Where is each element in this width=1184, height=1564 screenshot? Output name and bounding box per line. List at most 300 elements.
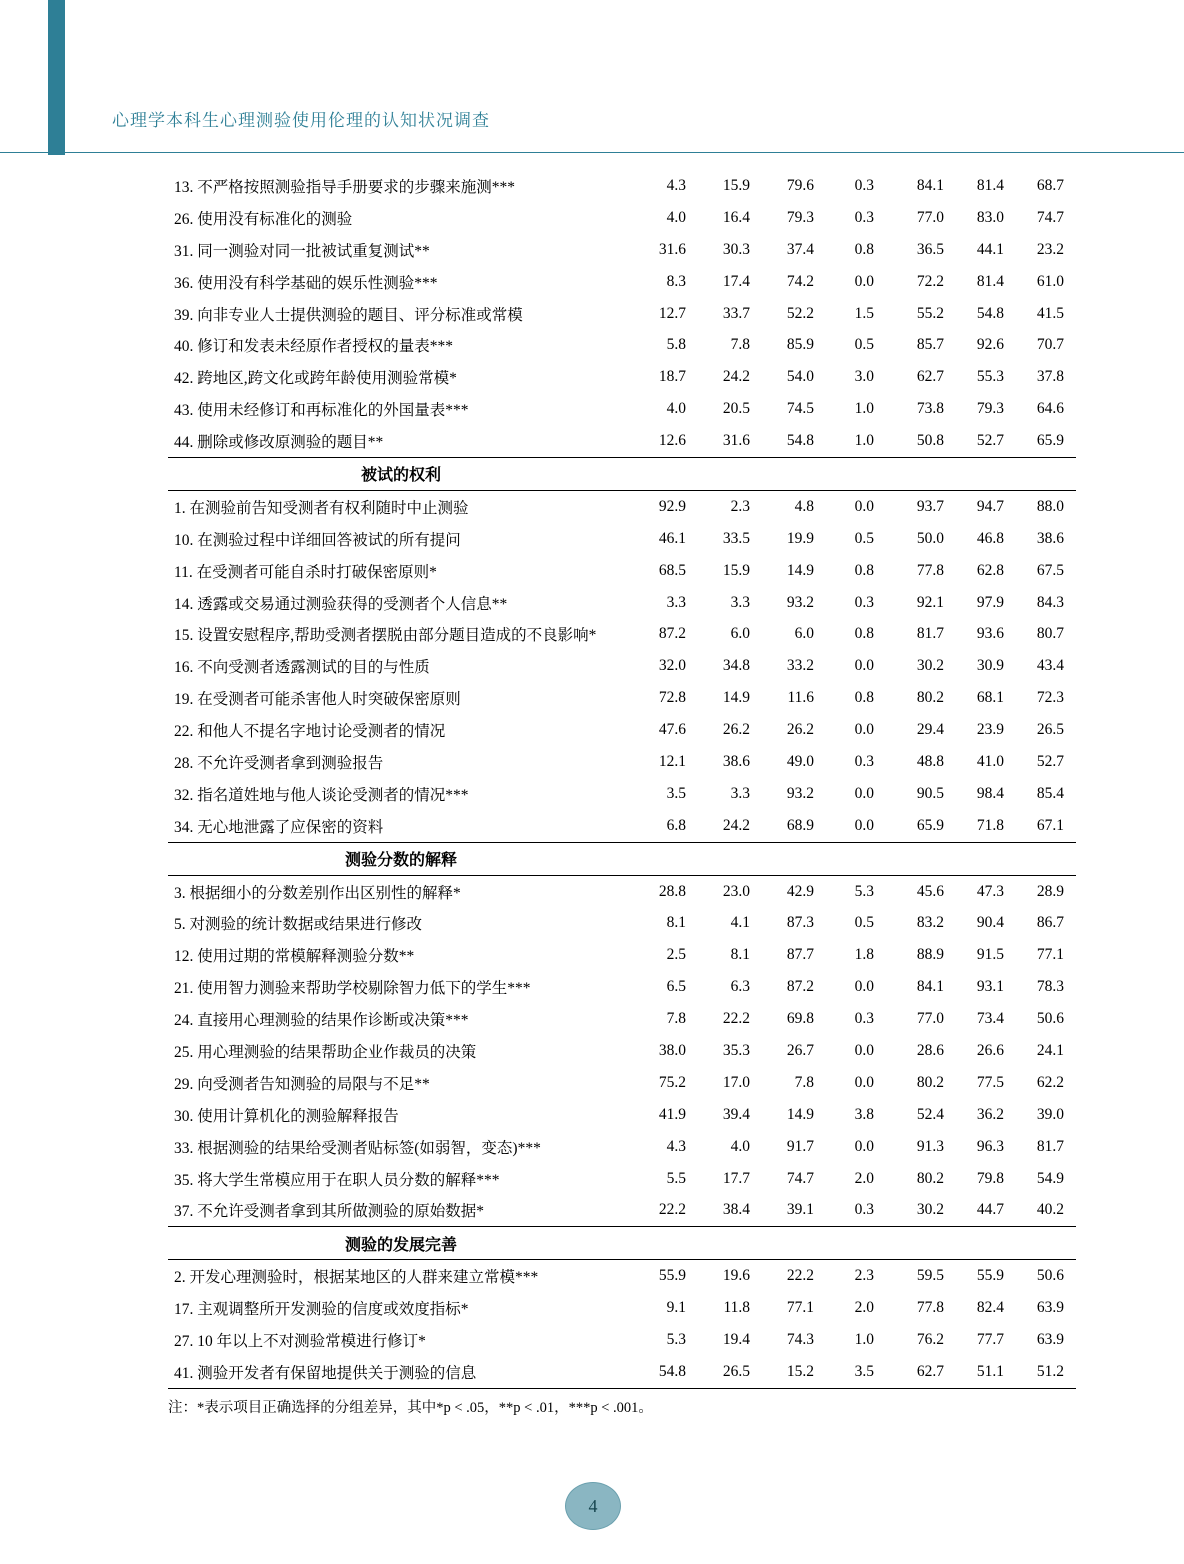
table-row	[168, 618, 1076, 650]
item-label: 13. 不严格按照测验指导手册要求的步骤来施测***	[174, 178, 516, 196]
value-cell: 2.0	[854, 1169, 874, 1187]
table-row	[168, 1260, 1076, 1292]
value-cell: 91.5	[976, 946, 1004, 964]
value-cell: 4.0	[666, 208, 686, 226]
item-label: 22. 和他人不提名字地讨论受测者的情况	[174, 723, 446, 741]
value-cell: 0.0	[854, 721, 874, 739]
value-cell: 81.4	[976, 272, 1004, 290]
value-cell: 87.2	[786, 978, 814, 996]
item-label: 25. 用心理测验的结果帮助企业作裁员的决策	[174, 1043, 477, 1061]
value-cell: 80.2	[916, 1073, 944, 1091]
value-cell: 0.8	[854, 625, 874, 643]
value-cell: 47.3	[976, 882, 1004, 900]
item-label: 35. 将大学生常模应用于在职人员分数的解释***	[174, 1171, 500, 1189]
value-cell: 94.7	[976, 497, 1004, 515]
value-cell: 0.0	[854, 657, 874, 675]
value-cell: 74.7	[1036, 208, 1064, 226]
value-cell: 8.3	[666, 272, 686, 290]
value-cell: 19.9	[786, 529, 814, 547]
value-cell: 45.6	[916, 882, 944, 900]
value-cell: 5.3	[666, 1331, 686, 1348]
value-cell: 61.0	[1036, 272, 1064, 290]
value-cell: 72.3	[1036, 689, 1064, 707]
value-cell: 17.4	[722, 272, 750, 290]
value-cell: 46.8	[976, 529, 1004, 547]
table-row	[168, 555, 1076, 587]
value-cell: 28.6	[916, 1041, 944, 1059]
item-label: 26. 使用没有标准化的测验	[174, 210, 353, 228]
value-cell: 54.8	[658, 1362, 686, 1380]
item-label: 14. 透露或交易通过测验获得的受测者个人信息**	[174, 595, 508, 613]
value-cell: 41.0	[976, 752, 1004, 770]
value-cell: 26.6	[976, 1041, 1004, 1059]
value-cell: 84.3	[1036, 593, 1064, 611]
value-cell: 28.9	[1036, 882, 1064, 900]
item-label: 32. 指名道姓地与他人谈论受测者的情况***	[174, 786, 469, 804]
value-cell: 23.9	[976, 721, 1004, 739]
value-cell: 86.7	[1036, 914, 1064, 932]
value-cell: 0.8	[854, 689, 874, 707]
value-cell: 93.2	[786, 784, 814, 802]
value-cell: 12.1	[658, 752, 686, 770]
item-label: 34. 无心地泄露了应保密的资料	[174, 818, 384, 836]
value-cell: 93.1	[976, 978, 1004, 996]
page-number-badge	[565, 1482, 621, 1530]
value-cell: 20.5	[722, 400, 750, 418]
table-row	[168, 425, 1076, 457]
value-cell: 77.1	[1036, 946, 1064, 964]
value-cell: 33.5	[722, 529, 750, 547]
value-cell: 2.5	[666, 946, 686, 964]
table-row	[168, 939, 1076, 971]
value-cell: 74.3	[786, 1331, 814, 1348]
item-label: 10. 在测验过程中详细回答被试的所有提问	[174, 531, 461, 549]
value-cell: 37.8	[1036, 368, 1064, 386]
value-cell: 68.7	[1036, 176, 1064, 194]
value-cell: 55.2	[916, 304, 944, 322]
value-cell: 83.0	[976, 208, 1004, 226]
value-cell: 52.7	[976, 432, 1004, 450]
value-cell: 0.0	[854, 784, 874, 802]
value-cell: 79.6	[786, 176, 814, 194]
value-cell: 49.0	[786, 752, 814, 770]
value-cell: 39.0	[1036, 1105, 1064, 1123]
value-cell: 17.0	[722, 1073, 750, 1091]
value-cell: 3.5	[666, 784, 686, 802]
item-label: 42. 跨地区,跨文化或跨年龄使用测验常模*	[174, 370, 457, 388]
value-cell: 41.9	[658, 1105, 686, 1123]
value-cell: 34.8	[722, 657, 750, 675]
value-cell: 80.2	[916, 689, 944, 707]
value-cell: 0.3	[854, 752, 874, 770]
table-footnote: 注：*表示项目正确选择的分组差异，其中*p < .05，**p < .01，***p < .001。	[168, 1400, 653, 1416]
value-cell: 73.4	[976, 1010, 1004, 1028]
value-cell: 33.7	[722, 304, 750, 322]
value-cell: 90.5	[916, 784, 944, 802]
value-cell: 63.9	[1036, 1331, 1064, 1348]
value-cell: 0.0	[854, 816, 874, 834]
table-row	[168, 587, 1076, 619]
value-cell: 70.7	[1036, 336, 1064, 354]
table-row	[168, 714, 1076, 746]
table-row	[168, 1324, 1076, 1356]
item-label: 30. 使用计算机化的测验解释报告	[174, 1107, 399, 1125]
value-cell: 91.7	[786, 1137, 814, 1155]
value-cell: 74.2	[786, 272, 814, 290]
value-cell: 33.2	[786, 657, 814, 675]
value-cell: 39.1	[786, 1201, 814, 1219]
value-cell: 48.8	[916, 752, 944, 770]
item-label: 24. 直接用心理测验的结果作诊断或决策***	[174, 1012, 469, 1030]
value-cell: 0.3	[854, 208, 874, 226]
item-label: 27. 10 年以上不对测验常模进行修订*	[174, 1333, 426, 1350]
value-cell: 62.8	[976, 561, 1004, 579]
value-cell: 30.3	[722, 240, 750, 258]
value-cell: 81.7	[1036, 1137, 1064, 1155]
item-label: 39. 向非专业人士提供测验的题目、评分标准或常模	[174, 306, 523, 324]
item-label: 21. 使用智力测验来帮助学校剔除智力低下的学生***	[174, 980, 531, 998]
value-cell: 30.2	[916, 657, 944, 675]
value-cell: 72.2	[916, 272, 944, 290]
value-cell: 15.2	[786, 1362, 814, 1380]
value-cell: 87.7	[786, 946, 814, 964]
value-cell: 85.9	[786, 336, 814, 354]
value-cell: 16.4	[722, 208, 750, 226]
item-label: 44. 删除或修改原测验的题目**	[174, 434, 384, 452]
value-cell: 65.9	[1036, 432, 1064, 450]
value-cell: 1.5	[854, 304, 874, 322]
accent-side-bar	[48, 0, 65, 155]
value-cell: 0.5	[854, 336, 874, 354]
value-cell: 7.8	[666, 1010, 686, 1028]
value-cell: 29.4	[916, 721, 944, 739]
value-cell: 74.5	[786, 400, 814, 418]
value-cell: 79.3	[786, 208, 814, 226]
table-row	[168, 907, 1076, 939]
section-title: 测验分数的解释	[344, 852, 457, 870]
item-label: 12. 使用过期的常模解释测验分数**	[174, 948, 415, 966]
section-title: 测验的发展完善	[344, 1236, 457, 1254]
value-cell: 77.7	[976, 1331, 1004, 1348]
value-cell: 77.0	[916, 1010, 944, 1028]
table-row	[168, 491, 1076, 523]
value-cell: 0.3	[854, 176, 874, 194]
value-cell: 92.1	[916, 593, 944, 611]
value-cell: 6.5	[666, 978, 686, 996]
section-header-row	[168, 1226, 1076, 1260]
value-cell: 24.2	[722, 368, 750, 386]
value-cell: 47.6	[658, 721, 686, 739]
value-cell: 39.4	[722, 1105, 750, 1123]
value-cell: 36.5	[916, 240, 944, 258]
value-cell: 93.2	[786, 593, 814, 611]
value-cell: 4.0	[666, 400, 686, 418]
value-cell: 4.0	[730, 1137, 750, 1155]
value-cell: 15.9	[722, 561, 750, 579]
value-cell: 97.9	[976, 593, 1004, 611]
value-cell: 90.4	[976, 914, 1004, 932]
value-cell: 93.7	[916, 497, 944, 515]
value-cell: 42.9	[786, 882, 814, 900]
value-cell: 68.1	[976, 689, 1004, 707]
value-cell: 85.4	[1036, 784, 1064, 802]
value-cell: 67.5	[1036, 561, 1064, 579]
value-cell: 4.8	[794, 497, 814, 515]
value-cell: 31.6	[658, 240, 686, 258]
value-cell: 19.4	[722, 1331, 750, 1348]
value-cell: 3.0	[854, 368, 874, 386]
value-cell: 0.3	[854, 1010, 874, 1028]
value-cell: 1.0	[854, 1331, 874, 1348]
item-label: 40. 修订和发表未经原作者授权的量表***	[174, 338, 454, 356]
table-row	[168, 1131, 1076, 1163]
value-cell: 73.8	[916, 400, 944, 418]
value-cell: 31.6	[722, 432, 750, 450]
value-cell: 38.6	[1036, 529, 1064, 547]
value-cell: 44.7	[976, 1201, 1004, 1219]
value-cell: 80.2	[916, 1169, 944, 1187]
value-cell: 22.2	[658, 1201, 686, 1219]
value-cell: 52.2	[786, 304, 814, 322]
value-cell: 93.6	[976, 625, 1004, 643]
value-cell: 4.3	[666, 176, 686, 194]
value-cell: 55.9	[976, 1267, 1004, 1285]
value-cell: 24.2	[722, 816, 750, 834]
table-row	[168, 1099, 1076, 1131]
value-cell: 35.3	[722, 1041, 750, 1059]
value-cell: 0.3	[854, 1201, 874, 1219]
value-cell: 9.1	[666, 1299, 686, 1317]
value-cell: 38.4	[722, 1201, 750, 1219]
value-cell: 40.2	[1036, 1201, 1064, 1219]
table-row	[168, 202, 1076, 234]
table-row	[168, 682, 1076, 714]
value-cell: 0.0	[854, 1073, 874, 1091]
value-cell: 3.3	[730, 784, 750, 802]
value-cell: 22.2	[786, 1267, 814, 1285]
value-cell: 0.8	[854, 240, 874, 258]
value-cell: 7.8	[730, 336, 750, 354]
value-cell: 41.5	[1036, 304, 1064, 322]
value-cell: 74.7	[786, 1169, 814, 1187]
value-cell: 26.5	[1036, 721, 1064, 739]
value-cell: 55.3	[976, 368, 1004, 386]
value-cell: 37.4	[786, 240, 814, 258]
value-cell: 2.0	[854, 1299, 874, 1317]
value-cell: 65.9	[916, 816, 944, 834]
value-cell: 77.0	[916, 208, 944, 226]
value-cell: 26.5	[722, 1362, 750, 1380]
value-cell: 14.9	[722, 689, 750, 707]
table-row	[168, 810, 1076, 842]
value-cell: 3.3	[730, 593, 750, 611]
value-cell: 77.1	[786, 1299, 814, 1317]
value-cell: 75.2	[658, 1073, 686, 1091]
value-cell: 55.9	[658, 1267, 686, 1285]
value-cell: 96.3	[976, 1137, 1004, 1155]
value-cell: 69.8	[786, 1010, 814, 1028]
value-cell: 62.2	[1036, 1073, 1064, 1091]
item-label: 28. 不允许受测者拿到测验报告	[174, 754, 384, 772]
value-cell: 4.1	[730, 914, 750, 932]
value-cell: 88.0	[1036, 497, 1064, 515]
value-cell: 79.3	[976, 400, 1004, 418]
section-header-row	[168, 842, 1076, 876]
value-cell: 62.7	[916, 1362, 944, 1380]
value-cell: 0.5	[854, 914, 874, 932]
value-cell: 3.5	[854, 1362, 874, 1380]
table-row	[168, 876, 1076, 908]
value-cell: 0.0	[854, 1041, 874, 1059]
page-number: 4	[588, 1495, 598, 1516]
value-cell: 92.6	[976, 336, 1004, 354]
table-row	[168, 1356, 1076, 1388]
value-cell: 23.2	[1036, 240, 1064, 258]
value-cell: 28.8	[658, 882, 686, 900]
value-cell: 6.0	[794, 625, 814, 643]
value-cell: 54.0	[786, 368, 814, 386]
value-cell: 3.3	[666, 593, 686, 611]
value-cell: 77.8	[916, 561, 944, 579]
value-cell: 26.2	[786, 721, 814, 739]
value-cell: 30.9	[976, 657, 1004, 675]
value-cell: 12.6	[658, 432, 686, 450]
value-cell: 43.4	[1036, 657, 1064, 675]
value-cell: 36.2	[976, 1105, 1004, 1123]
value-cell: 51.2	[1036, 1362, 1064, 1380]
value-cell: 68.9	[786, 816, 814, 834]
item-label: 11. 在受测者可能自杀时打破保密原则*	[174, 563, 437, 581]
value-cell: 54.8	[786, 432, 814, 450]
value-cell: 77.5	[976, 1073, 1004, 1091]
value-cell: 5.5	[666, 1169, 686, 1187]
table-row	[168, 1292, 1076, 1324]
value-cell: 80.7	[1036, 625, 1064, 643]
value-cell: 0.5	[854, 529, 874, 547]
value-cell: 98.4	[976, 784, 1004, 802]
value-cell: 0.0	[854, 1137, 874, 1155]
value-cell: 18.7	[658, 368, 686, 386]
table-row	[168, 1195, 1076, 1227]
value-cell: 62.7	[916, 368, 944, 386]
value-cell: 84.1	[916, 978, 944, 996]
value-cell: 50.6	[1036, 1267, 1064, 1285]
value-cell: 0.0	[854, 497, 874, 515]
value-cell: 22.2	[722, 1010, 750, 1028]
value-cell: 32.0	[658, 657, 686, 675]
value-cell: 23.0	[722, 882, 750, 900]
value-cell: 83.2	[916, 914, 944, 932]
table-row	[168, 746, 1076, 778]
value-cell: 81.7	[916, 625, 944, 643]
value-cell: 88.9	[916, 946, 944, 964]
value-cell: 0.8	[854, 561, 874, 579]
value-cell: 92.9	[658, 497, 686, 515]
value-cell: 51.1	[976, 1362, 1004, 1380]
item-label: 17. 主观调整所开发测验的信度或效度指标*	[174, 1301, 469, 1319]
value-cell: 2.3	[854, 1267, 874, 1285]
value-cell: 46.1	[658, 529, 686, 547]
item-label: 2. 开发心理测验时，根据某地区的人群来建立常模***	[174, 1269, 539, 1287]
table-row	[168, 234, 1076, 266]
value-cell: 71.8	[976, 816, 1004, 834]
value-cell: 8.1	[730, 946, 750, 964]
value-cell: 72.8	[658, 689, 686, 707]
value-cell: 44.1	[976, 240, 1004, 258]
value-cell: 19.6	[722, 1267, 750, 1285]
value-cell: 67.1	[1036, 816, 1064, 834]
value-cell: 7.8	[794, 1073, 814, 1091]
value-cell: 59.5	[916, 1267, 944, 1285]
table-row	[168, 1003, 1076, 1035]
item-label: 31. 同一测验对同一批被试重复测试**	[174, 242, 430, 260]
table-row	[168, 170, 1076, 202]
value-cell: 87.2	[658, 625, 686, 643]
value-cell: 1.0	[854, 400, 874, 418]
table-row	[168, 650, 1076, 682]
item-label: 5. 对测验的统计数据或结果进行修改	[174, 916, 423, 934]
value-cell: 5.8	[666, 336, 686, 354]
value-cell: 52.7	[1036, 752, 1064, 770]
value-cell: 6.3	[730, 978, 750, 996]
value-cell: 78.3	[1036, 978, 1064, 996]
value-cell: 0.0	[854, 272, 874, 290]
value-cell: 77.8	[916, 1299, 944, 1317]
value-cell: 54.9	[1036, 1169, 1064, 1187]
value-cell: 11.8	[723, 1299, 750, 1317]
table-row	[168, 971, 1076, 1003]
section-header-row	[168, 457, 1076, 491]
header-divider	[0, 152, 1184, 153]
value-cell: 91.3	[916, 1137, 944, 1155]
item-label: 43. 使用未经修订和再标准化的外国量表***	[174, 402, 469, 420]
value-cell: 79.8	[976, 1169, 1004, 1187]
value-cell: 30.2	[916, 1201, 944, 1219]
table-row	[168, 329, 1076, 361]
item-label: 16. 不向受测者透露测试的目的与性质	[174, 659, 430, 677]
page-title: 心理学本科生心理测验使用伦理的认知状况调查	[112, 111, 490, 130]
item-label: 36. 使用没有科学基础的娱乐性测验***	[174, 274, 438, 292]
table-row	[168, 778, 1076, 810]
item-label: 3. 根据细小的分数差别作出区别性的解释*	[174, 884, 461, 902]
value-cell: 14.9	[786, 1105, 814, 1123]
value-cell: 50.6	[1036, 1010, 1064, 1028]
table-row	[168, 361, 1076, 393]
value-cell: 52.4	[916, 1105, 944, 1123]
value-cell: 50.0	[916, 529, 944, 547]
item-label: 1. 在测验前告知受测者有权利随时中止测验	[174, 499, 469, 517]
item-label: 33. 根据测验的结果给受测者贴标签(如弱智，变态)***	[174, 1139, 541, 1157]
value-cell: 14.9	[786, 561, 814, 579]
value-cell: 24.1	[1036, 1041, 1064, 1059]
item-label: 29. 向受测者告知测验的局限与不足**	[174, 1075, 430, 1093]
value-cell: 15.9	[722, 176, 750, 194]
value-cell: 38.6	[722, 752, 750, 770]
value-cell: 1.0	[854, 432, 874, 450]
value-cell: 54.8	[976, 304, 1004, 322]
value-cell: 11.6	[787, 689, 814, 707]
value-cell: 12.7	[658, 304, 686, 322]
value-cell: 50.8	[916, 432, 944, 450]
table-row	[168, 298, 1076, 330]
table-row	[168, 266, 1076, 298]
table-row	[168, 523, 1076, 555]
value-cell: 17.7	[722, 1169, 750, 1187]
value-cell: 38.0	[658, 1041, 686, 1059]
value-cell: 87.3	[786, 914, 814, 932]
value-cell: 82.4	[976, 1299, 1004, 1317]
value-cell: 6.8	[666, 816, 686, 834]
